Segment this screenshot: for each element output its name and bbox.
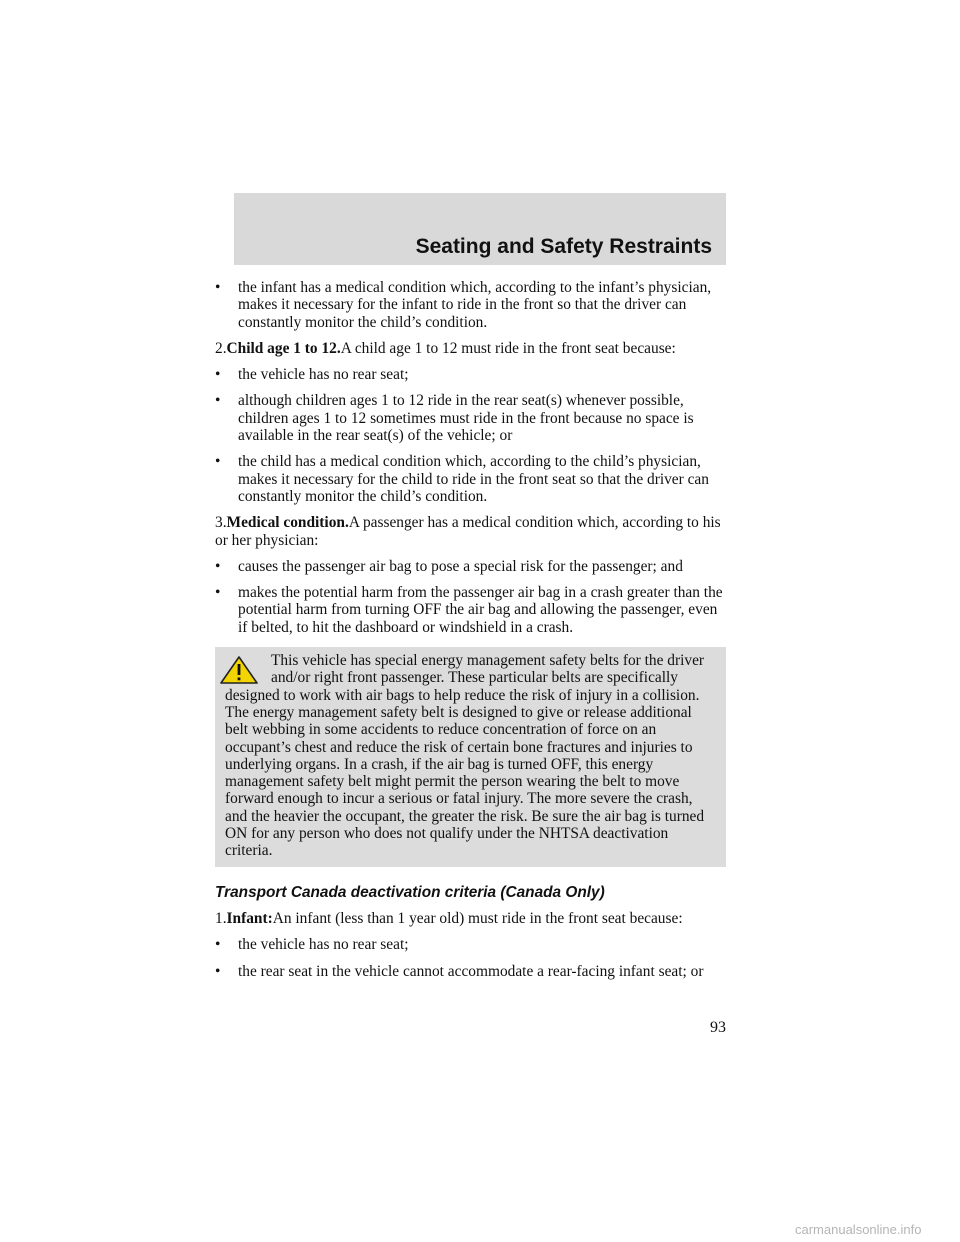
bullet-dot: • xyxy=(215,936,221,954)
bullet-text: makes the potential harm from the passenger air bag in a crash greater than the potential harm from turning OFF the air bag and allowing the passenger, even if belted, to hit the dashboard or windshield in a crash. xyxy=(238,584,723,636)
bullet-item xyxy=(215,558,726,575)
section-header-title: Seating and Safety Restraints xyxy=(415,235,712,258)
bullet-item xyxy=(215,963,726,980)
section-heading: Transport Canada deactivation criteria (Canada Only) xyxy=(215,883,605,901)
bullet-item xyxy=(215,366,726,383)
bullet-text: the vehicle has no rear seat; xyxy=(238,936,409,954)
watermark: carmanualsonline.info xyxy=(795,1222,922,1237)
bullet-dot: • xyxy=(215,392,221,410)
item-text: An infant (less than 1 year old) must ride in the front seat because: xyxy=(272,909,683,927)
warning-box xyxy=(215,647,726,867)
bullet-dot: • xyxy=(215,557,221,575)
bullet-text: the infant has a medical condition which, according to the infant’s physician, makes it necessary for the infant to ride in the front so that the driver can constantly monitor the child’s condition. xyxy=(238,279,712,331)
bullet-item xyxy=(215,453,726,505)
bullet-item xyxy=(215,279,726,331)
bullet-text: the child has a medical condition which, according to the child’s physician, makes it necessary for the child to ride in the front seat so that the driver can constantly monitor the child’s condition. xyxy=(238,453,709,505)
numbered-item-child-age xyxy=(215,340,726,357)
bullet-item xyxy=(215,936,726,953)
item-heading: Infant: xyxy=(226,909,273,927)
bullet-text: the vehicle has no rear seat; xyxy=(238,366,409,384)
warning-text: This vehicle has special energy management safety belts for the driver and/or right front passenger. These particular belts are specifically designed to work with air bags to help reduce the risk of injury in a collision. The energy management safety belt is designed to give or release additional belt webbing in some accidents to reduce concentration of force on an occupant’s chest and reduce the risk of certain bone fractures and injuries to underlying organs. In a crash, if the air bag is turned OFF, this energy management safety belt might permit the person wearing the belt to move forward enough to incur a serious or fatal injury. The more severe the crash, and the heavier the occupant, the greater the risk. Be sure the air bag is turned ON for any person who does not qualify under the NHTSA deactivation criteria. xyxy=(225,652,705,860)
bullet-text: although children ages 1 to 12 ride in the rear seat(s) whenever possible, children ages 1 to 12 sometimes must ride in the front because no space is available in the rear seat(s) of the vehicle; or xyxy=(238,392,694,445)
item-text: A child age 1 to 12 must ride in the front seat because: xyxy=(340,339,676,357)
bullet-dot: • xyxy=(215,366,221,384)
item-heading: Child age 1 to 12. xyxy=(226,339,341,357)
item-number: 3. xyxy=(215,514,227,532)
bullet-dot: • xyxy=(215,453,221,471)
page-number: 93 xyxy=(710,1019,726,1036)
header-band xyxy=(234,193,726,265)
item-text: A passenger has a medical condition which, according to his or her physician: xyxy=(215,514,721,549)
bullet-item xyxy=(215,584,726,636)
numbered-item-medical-condition xyxy=(215,514,726,549)
bullet-text: the rear seat in the vehicle cannot accommodate a rear-facing infant seat; or xyxy=(238,962,704,980)
bullet-dot: • xyxy=(215,584,221,602)
bullet-dot: • xyxy=(215,279,221,296)
item-heading: Medical condition. xyxy=(226,514,349,532)
bullet-item xyxy=(215,392,726,444)
bullet-text: causes the passenger air bag to pose a special risk for the passenger; and xyxy=(238,557,683,575)
bullet-dot: • xyxy=(215,962,221,980)
numbered-item-infant xyxy=(215,910,726,927)
page-content xyxy=(215,265,726,980)
item-number: 1. xyxy=(215,909,227,927)
item-number: 2. xyxy=(215,339,227,357)
warning-triangle-icon xyxy=(219,655,259,685)
